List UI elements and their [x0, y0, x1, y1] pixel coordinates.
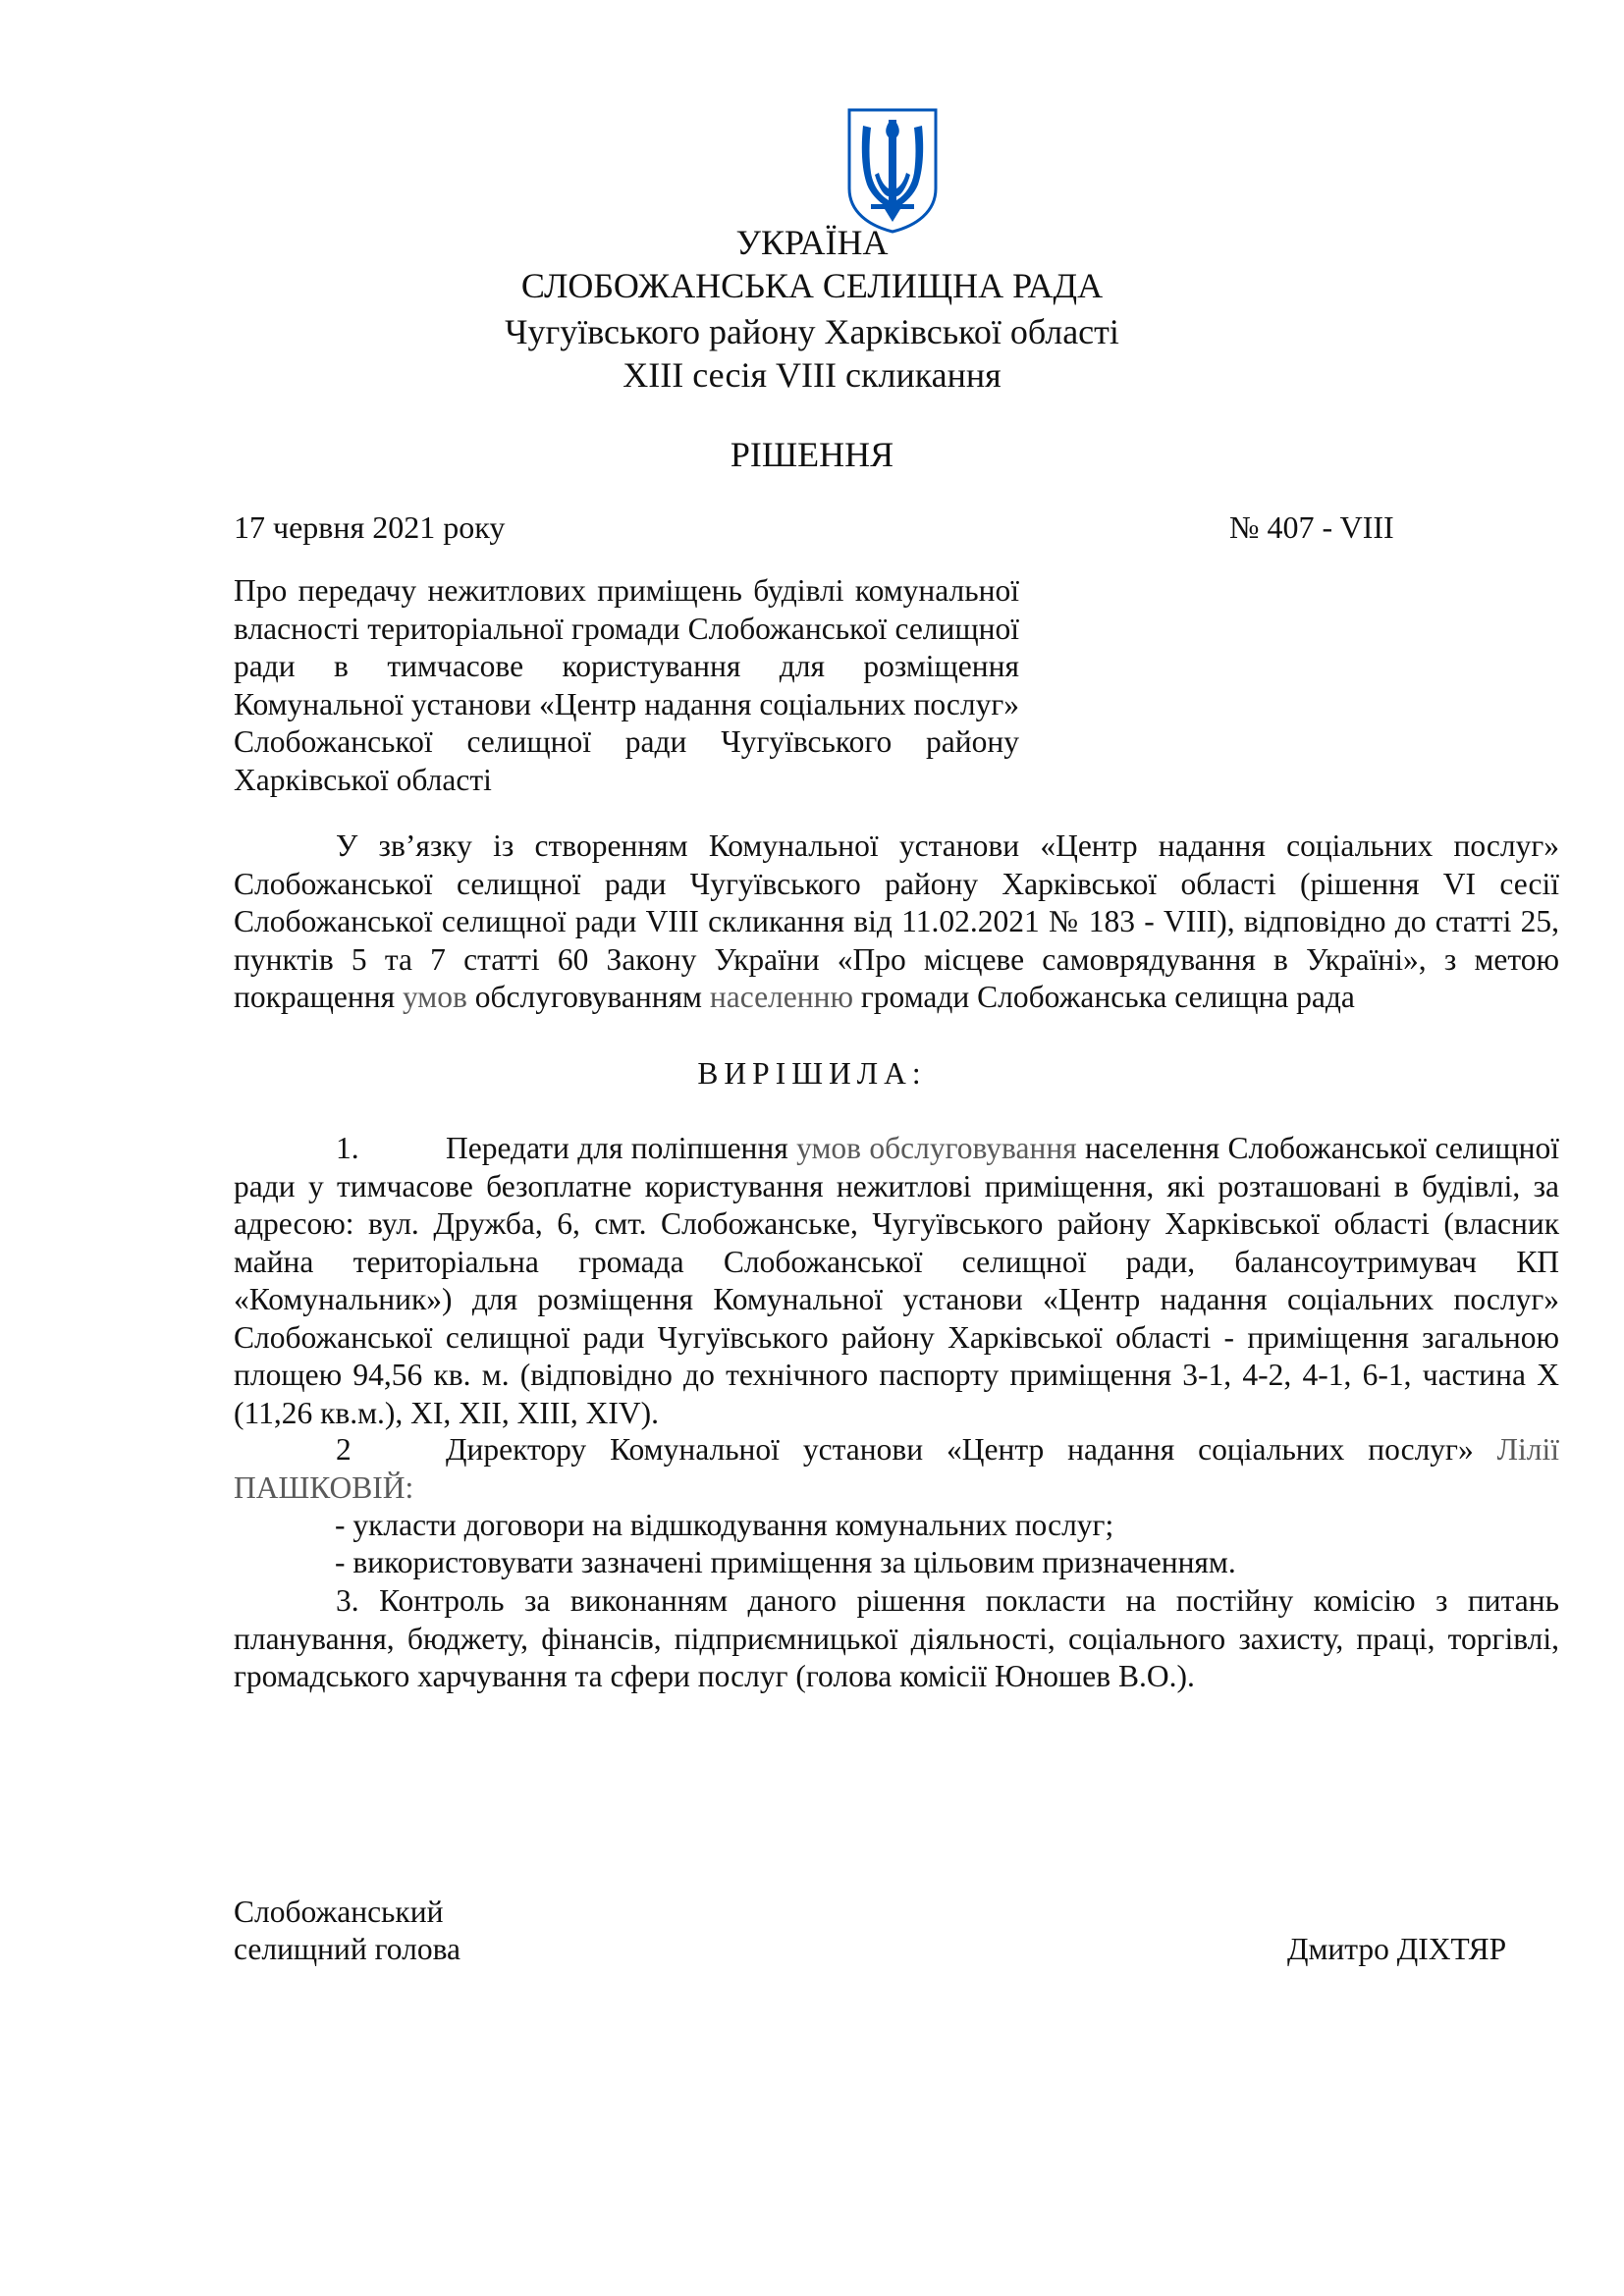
preamble-paragraph [234, 828, 1559, 1017]
signatory-title-line-1: Слобожанський [234, 1895, 444, 1929]
signatory-title-line-2: селищний голова [234, 1932, 461, 1966]
item-1-number: 1. [336, 1131, 359, 1165]
item-1-text-2: населення Слобожанської селищної ради у тимчасове безоплатне користування нежитлові приміщення, які розташовані в будівлі, за адресою: вул. Дружба, 6, смт. Слобожанське, Чугуївського району Харківської області (власник майна територіальна громада Слобожанської селищної ради, балансоутримувач КП «Комунальник») для розміщення Комунальної установи «Центр надання соціальних послуг» Слобожанської селищної ради Чугуївського району Харківської області - приміщення загальною площею 94,56 кв. м. (відповідно до технічного паспорту приміщення 3-1, 4-2, 4-1, 6-1, частина Х (11,26 кв.м.), ХІ, ХІІ, ХІІІ, ХIV). [234, 1131, 1559, 1430]
decision-item-3 [234, 1582, 1559, 1696]
decided-heading: ВИРІШИЛА: [697, 1056, 927, 1091]
header-session: ХIII сесія VIII скликання [623, 355, 1001, 395]
preamble-text-2: обслуговуванням [474, 980, 702, 1014]
decision-date: 17 червня 2021 року [234, 509, 506, 545]
signatory-name: Дмитро ДІХТЯР [1287, 1932, 1507, 1966]
decision-subject: Про передачу нежитлових приміщень будівлі комунальної власності територіальної громади Слобожанської селищної ради в тимчасове користування для розміщення Комунальної установи «Центр надання соціальних послуг» Слобожанської селищної ради Чугуївського району Харківської області [234, 573, 1019, 797]
item-3-text: 3. Контроль за виконанням даного рішення покласти на постійну комісію з питань планування, бюджету, фінансів, підприємницької діяльності, соціального захисту, праці, торгівлі, громадського харчування та сфери послуг (голова комісії Юношев В.О.). [234, 1583, 1559, 1693]
item-2-number: 2 [336, 1432, 352, 1467]
item-2-sub-2: - використовувати зазначені приміщення за цільовим призначенням. [335, 1545, 1236, 1579]
item-1-grey: умов обслуговування [796, 1131, 1077, 1165]
header-council: СЛОБОЖАНСЬКА СЕЛИЩНА РАДА [520, 266, 1104, 305]
decision-item-1 [234, 1130, 1559, 1432]
item-2-text: Директору Комунальної установи «Центр надання соціальних послуг» [446, 1432, 1474, 1467]
item-1-text-1: Передати для поліпшення [446, 1131, 788, 1165]
item-2-sub-1: - укласти договори на відшкодування комунальних послуг; [335, 1508, 1114, 1542]
header-district: Чугуївського району Харківської області [505, 312, 1119, 351]
decision-number: № 407 - VIII [1229, 509, 1394, 545]
preamble-grey-1: умов [402, 980, 467, 1014]
doc-type-title: РІШЕННЯ [730, 435, 894, 474]
header-country: УКРАЇНА [735, 223, 889, 262]
decision-item-2 [234, 1431, 1559, 1507]
coat-of-arms-icon [845, 106, 940, 236]
preamble-text-1: У зв’язку із створенням Комунальної установи «Центр надання соціальних послуг» Слобожанської селищної ради Чугуївського району Харківської області (рішення VI сесії Слобожанської селищної ради VIII скликання від 11.02.2021 № 183 - VIII), відповідно до статті 25, пунктів 5 та 7 статті 60 Закону України «Про місцеве самоврядування в Україні», з метою покращення [234, 828, 1559, 1014]
preamble-grey-2: населенню [709, 980, 854, 1014]
preamble-text-3: громади Слобожанська селищна рада [860, 980, 1355, 1014]
item-2-grey: Лілії ПАШКОВІЙ: [234, 1432, 1559, 1505]
